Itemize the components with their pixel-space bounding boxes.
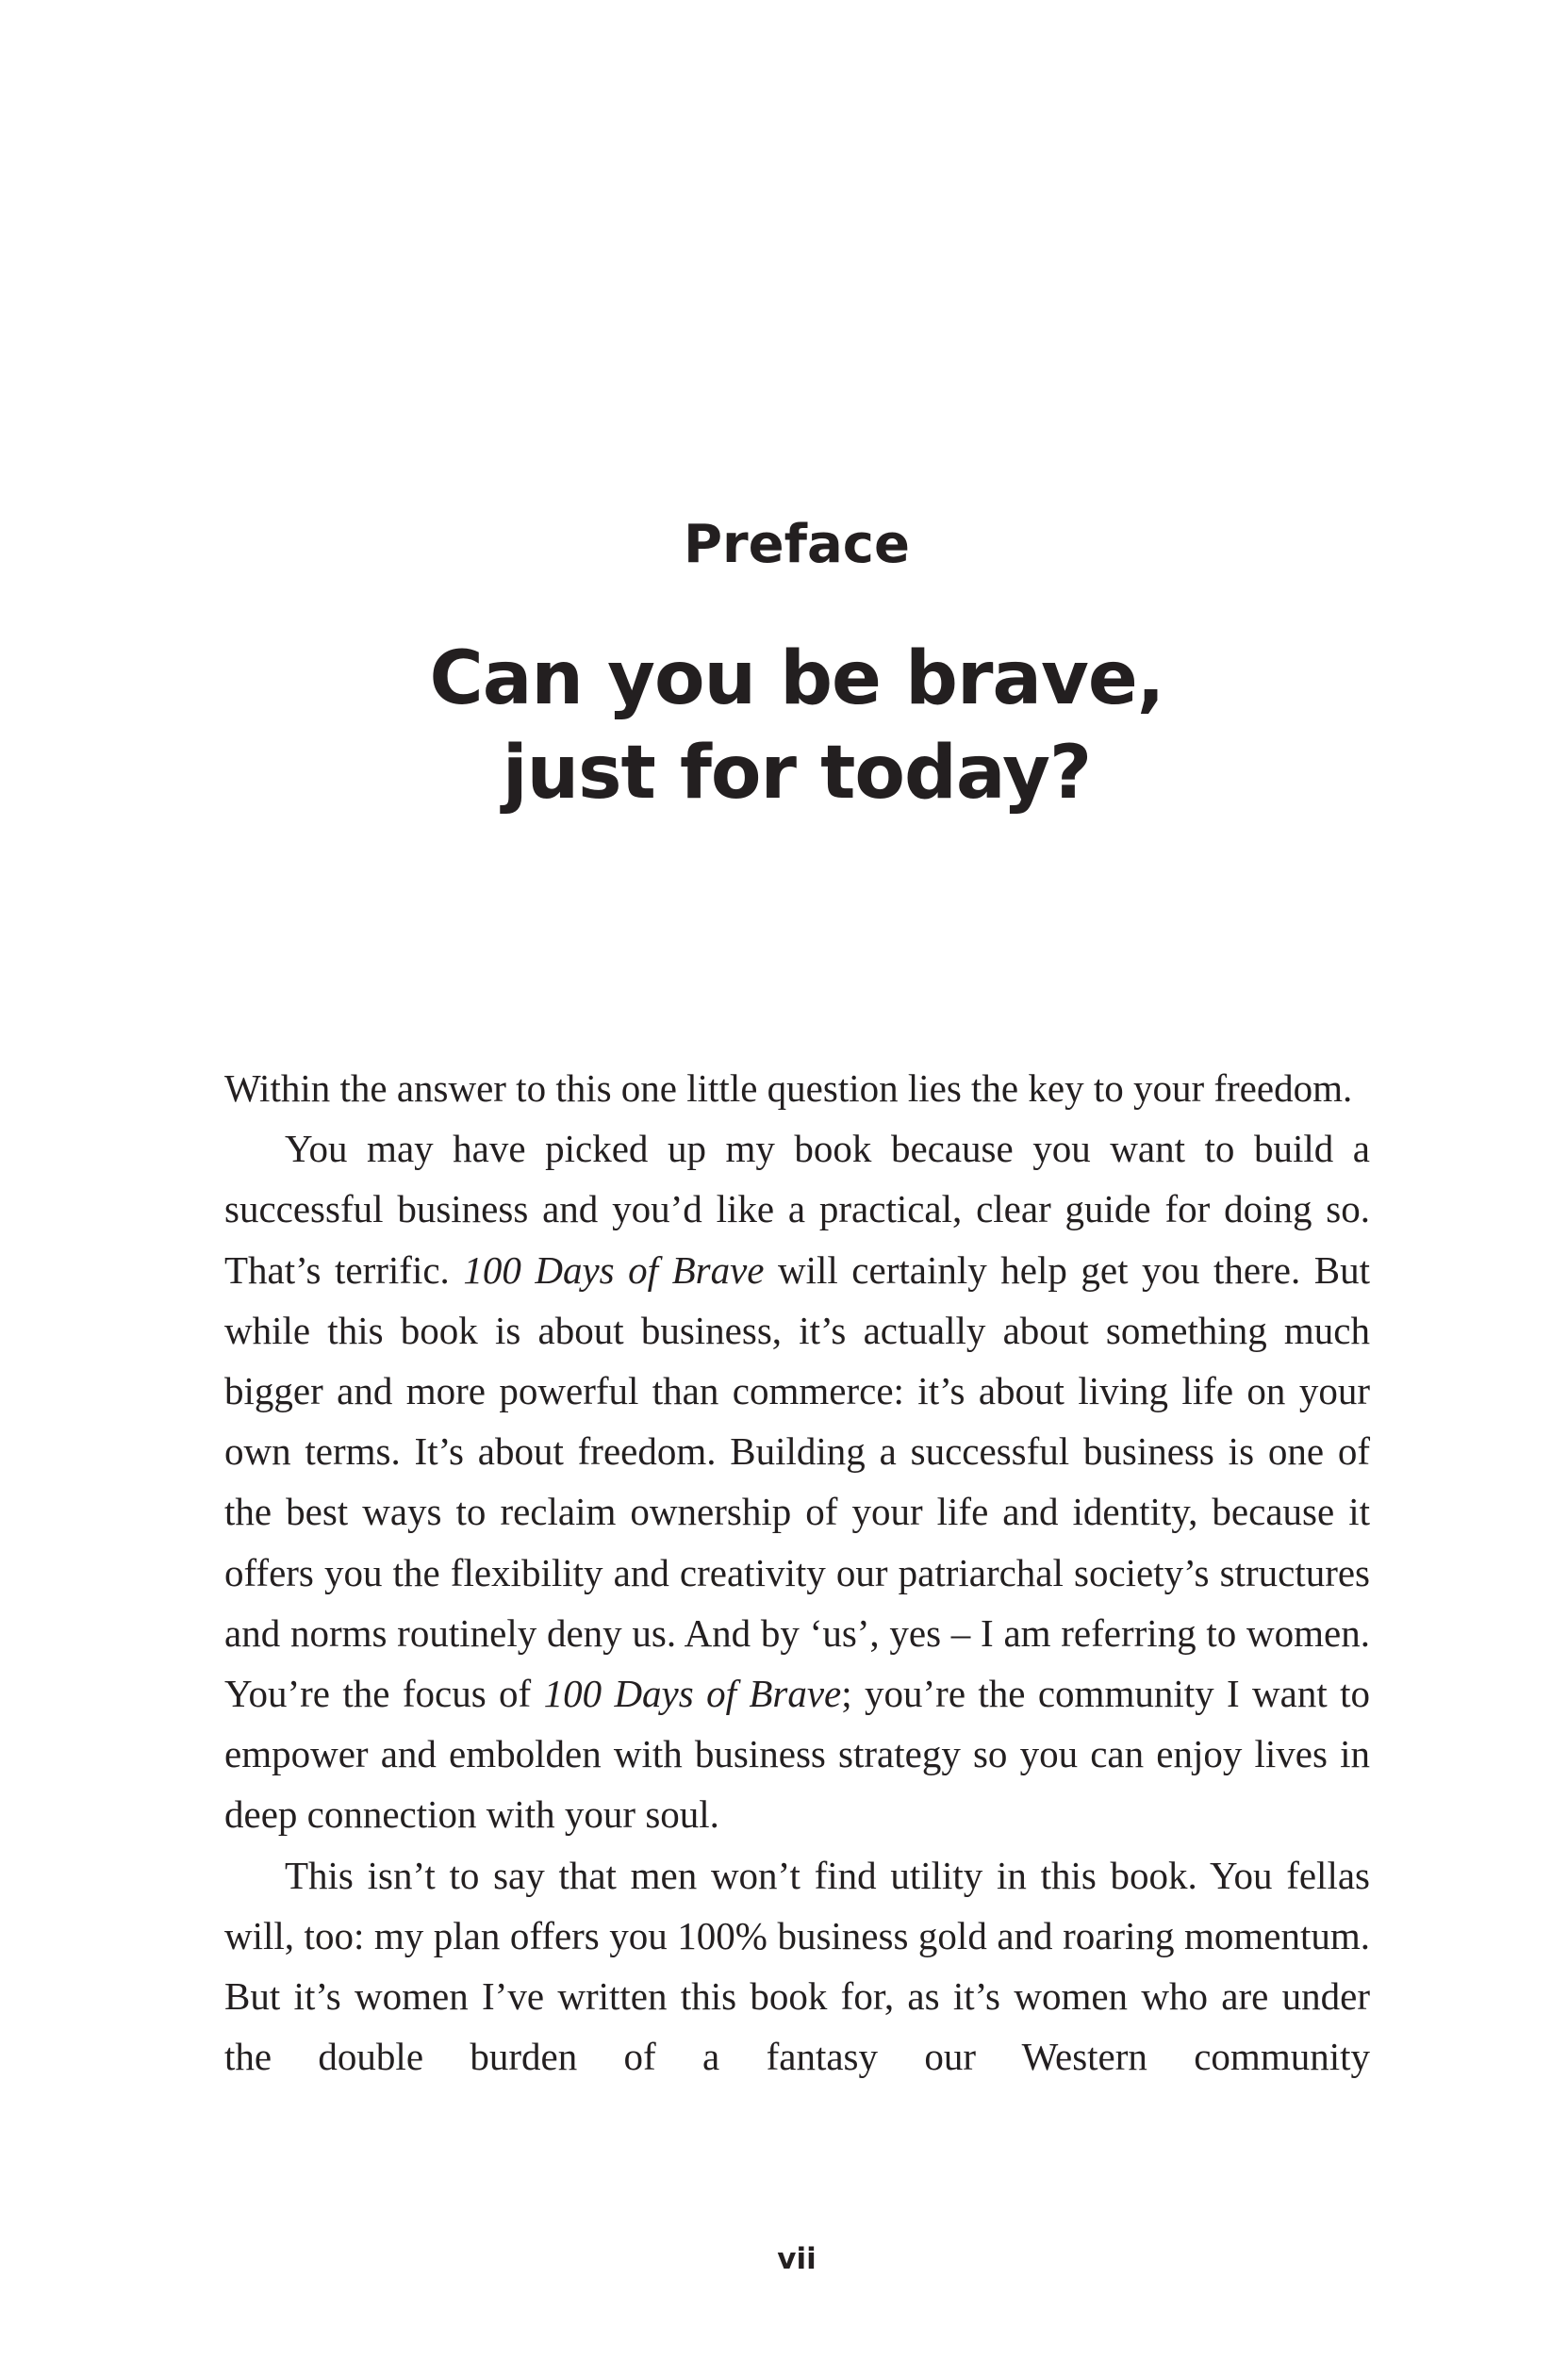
- book-title-italic: 100 Days of Brave: [463, 1247, 765, 1292]
- chapter-title: [0, 632, 1568, 820]
- paragraph-2-text-b: will certainly help get you there. But while this book is about business, it’s actually about something much bigger and more powerful than commerce: it’s about living life on your own terms. It’s about freedom. Building a successful business is one of the best ways to reclaim ownership of your life and identity, because it offers you the flexibility and creativity our patriarchal society’s structures and norms routinely deny us. And by ‘us’, yes – I am referring to women. You’re the focus of: [224, 1247, 1370, 1716]
- body-text: [224, 1058, 1370, 2087]
- paragraph-2-text-c: ; you’re the community I want to empower and embolden with business strategy so you can enjoy lives in deep connection with your soul.: [224, 1672, 1370, 1837]
- paragraph-3: This isn’t to say that men won’t find utility in this book. You fellas will, too: my plan offers you 100% business gold and roaring momentum. But it’s women I’ve written this book for, as it’s women who are under the double burden of a fantasy our Western community: [224, 1853, 1370, 2079]
- chapter-title-line-1: Can you be brave,: [429, 636, 1164, 721]
- book-title-italic: 100 Days of Brave: [543, 1672, 842, 1716]
- chapter-title-line-2: just for today?: [502, 731, 1092, 816]
- page-number: vii: [777, 2242, 817, 2276]
- paragraph-2: [224, 1118, 1370, 1844]
- paragraph-1: Within the answer to this one little question lies the key to your freedom.: [224, 1066, 1353, 1110]
- section-label: Preface: [684, 514, 910, 575]
- paragraph-2-text-a: You may have picked up my book because you want to build a successful business and you’d like a practical, clear guide for doing so. That’s terrific.: [224, 1127, 1370, 1292]
